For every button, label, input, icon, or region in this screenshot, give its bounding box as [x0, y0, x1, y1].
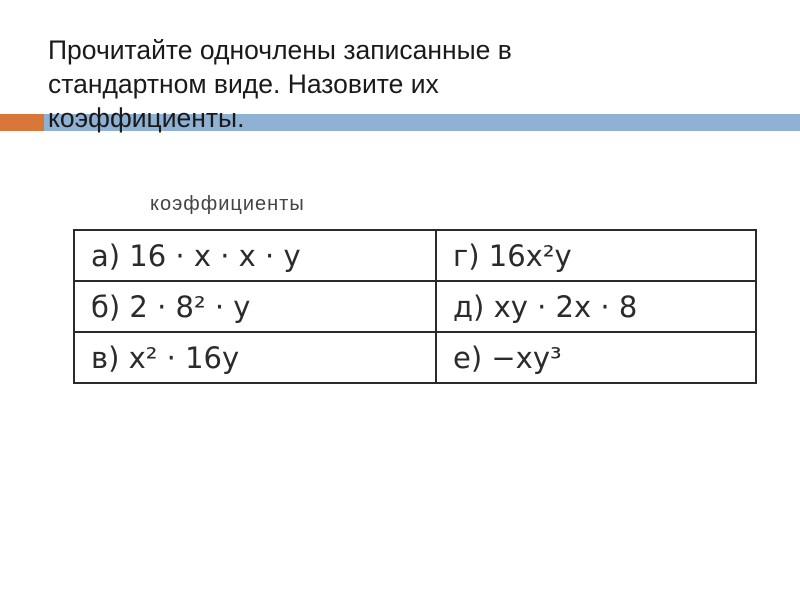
cropped-header-fragment [150, 193, 305, 218]
title-line-2: стандартном виде. Назовите их [48, 69, 439, 99]
cropped-header-text: коэффициенты [150, 193, 305, 215]
table-row [74, 230, 756, 281]
monomial-d: д) xy · 2x · 8 [436, 281, 756, 332]
title-line-1: Прочитайте одночлены записанные в [48, 35, 512, 65]
monomial-e: е) −xy³ [436, 332, 756, 383]
monomial-b: б) 2 · 8² · y [74, 281, 436, 332]
table-row [74, 281, 756, 332]
table-row [74, 332, 756, 383]
monomial-g: г) 16x²y [436, 230, 756, 281]
title-line-3: коэффициенты. [48, 103, 245, 133]
accent-bar-orange [0, 114, 44, 131]
monomial-a: а) 16 · x · x · y [74, 230, 436, 281]
monomials-table [73, 229, 757, 384]
slide-title [48, 33, 668, 135]
monomial-v: в) x² · 16y [74, 332, 436, 383]
